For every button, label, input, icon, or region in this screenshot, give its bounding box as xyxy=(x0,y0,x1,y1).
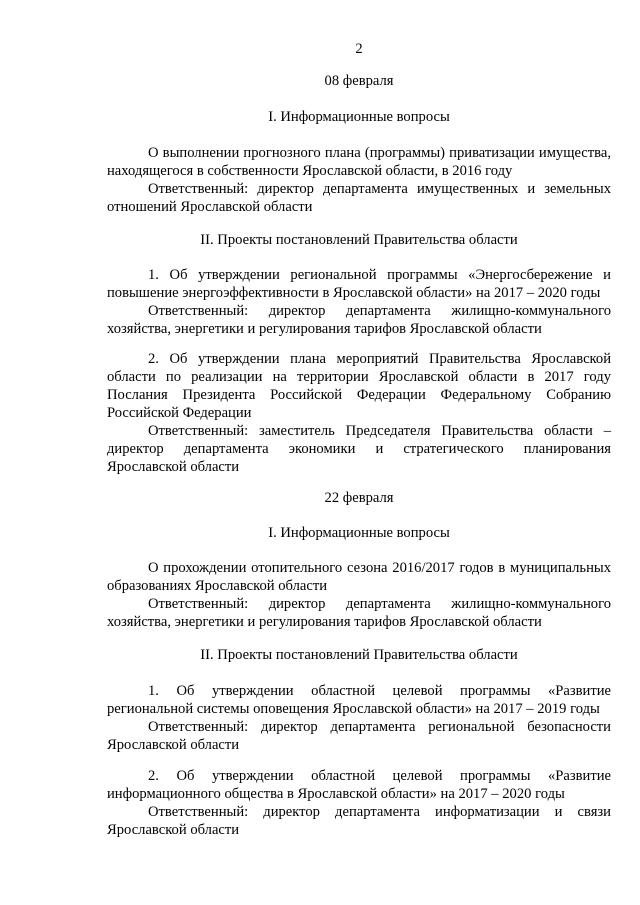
section-heading-drafts: II. Проекты постановлений Правительства области xyxy=(200,232,518,248)
agenda-item-responsible: Ответственный: директор департамента имущественных и земельных отношений Ярославской области xyxy=(107,181,611,215)
agenda-item-text: 1. Об утверждении региональной программы «Энергосбережение и повышение энергоэффективности в Ярославской области» на 2017 – 2020 годы xyxy=(107,267,611,301)
agenda-item xyxy=(107,682,611,754)
agenda-item-text: 1. Об утверждении областной целевой программы «Развитие региональной системы оповещения Ярославской области» на 2017 – 2019 годы xyxy=(107,683,611,717)
agenda-item-responsible: Ответственный: директор департамента жилищно-коммунального хозяйства, энергетики и регулирования тарифов Ярославской области xyxy=(107,596,611,630)
agenda-item-text: 2. Об утверждении плана мероприятий Правительства Ярославской области по реализации на территории Ярославской области в 2017 году Послания Президента Российской Федерации Федеральному Собранию Российской Федерации xyxy=(107,351,611,421)
agenda-item-text: О выполнении прогнозного плана (программы) приватизации имущества, находящегося в собственности Ярославской области, в 2016 году xyxy=(107,145,611,179)
agenda-item-responsible: Ответственный: директор департамента региональной безопасности Ярославской области xyxy=(107,719,611,753)
section-heading-info: I. Информационные вопросы xyxy=(268,525,450,541)
section-heading-info: I. Информационные вопросы xyxy=(268,109,450,125)
agenda-item-text: 2. Об утверждении областной целевой программы «Развитие информационного общества в Ярославской области» на 2017 – 2020 годы xyxy=(107,768,611,802)
agenda-item xyxy=(107,767,611,839)
section-heading-drafts: II. Проекты постановлений Правительства области xyxy=(200,647,518,663)
page-number: 2 xyxy=(355,41,363,57)
agenda-item-responsible: Ответственный: заместитель Председателя Правительства области – директор департамента экономики и стратегического планирования Ярославской области xyxy=(107,423,611,475)
agenda-item xyxy=(107,144,611,216)
agenda-item-responsible: Ответственный: директор департамента жилищно-коммунального хозяйства, энергетики и регулирования тарифов Ярославской области xyxy=(107,303,611,337)
agenda-item xyxy=(107,350,611,476)
agenda-item xyxy=(107,559,611,631)
section-date: 08 февраля xyxy=(324,73,394,89)
agenda-item xyxy=(107,266,611,338)
agenda-item-text: О прохождении отопительного сезона 2016/2017 годов в муниципальных образованиях Ярославской области xyxy=(107,560,611,594)
agenda-item-responsible: Ответственный: директор департамента информатизации и связи Ярославской области xyxy=(107,804,611,838)
section-date: 22 февраля xyxy=(324,490,394,506)
